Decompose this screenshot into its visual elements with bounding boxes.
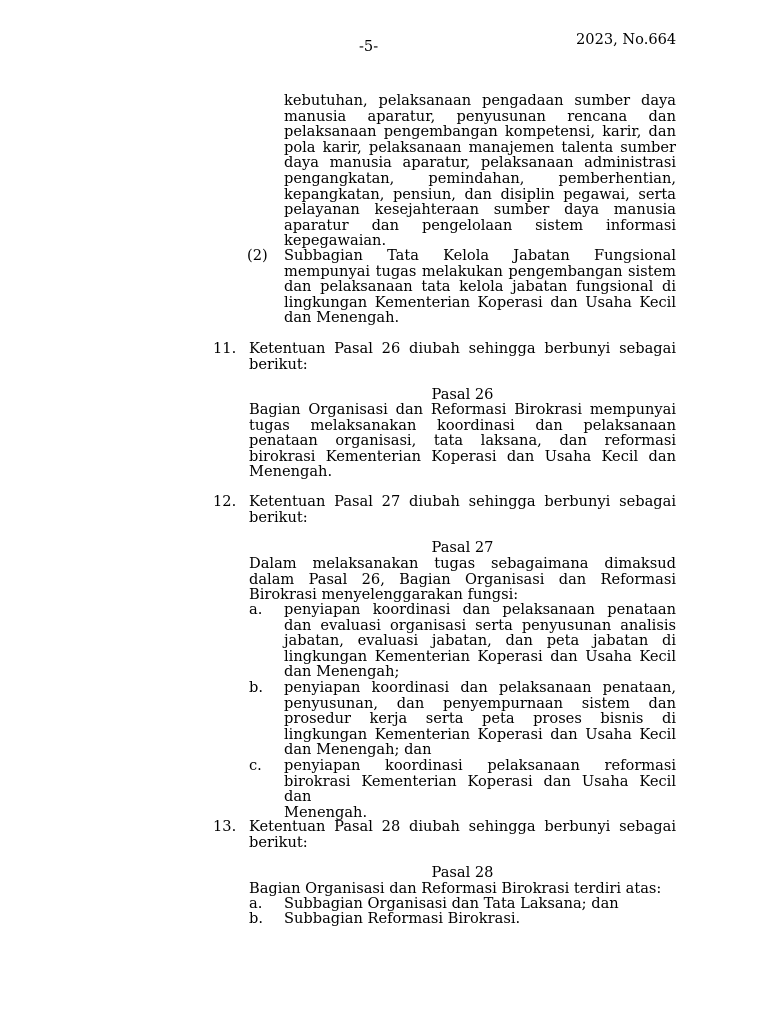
text-line: aparatur dan pengelolaan sistem informasi <box>284 216 676 234</box>
text-line: Subbagian Reformasi Birokrasi. <box>284 910 521 927</box>
text-line: berikut: <box>249 833 308 851</box>
item-13-text <box>249 819 676 850</box>
text-line: birokrasi Kementerian Koperasi dan Usaha Kecil dan <box>249 447 676 465</box>
point-c-text <box>284 758 676 820</box>
text-line: tugas melaksanakan koordinasi dan pelaksanaan <box>249 416 676 434</box>
text-line: Subbagian Tata Kelola Jabatan Fungsional <box>284 247 676 264</box>
sub-item-2-text <box>284 248 676 326</box>
text-line: Birokrasi menyelenggarakan fungsi: <box>249 586 519 604</box>
pasal-27-body <box>249 556 676 603</box>
point-b-text <box>284 911 676 927</box>
pasal-title: Pasal 27 <box>431 539 494 556</box>
document-reference: 2023, No.664 <box>576 31 677 48</box>
point-marker: b. <box>249 910 263 927</box>
text-line: kepangkatan, pensiun, dan disiplin pegawai, serta <box>284 185 676 203</box>
text-line: penyiapan koordinasi pelaksanaan reformasi <box>284 757 676 774</box>
item-12-text <box>249 494 676 525</box>
text-line: penataan organisasi, tata laksana, dan reformasi <box>249 432 676 450</box>
text-line: Ketentuan Pasal 28 diubah sehingga berbunyi sebagai <box>249 818 676 835</box>
text-line: pelaksanaan pengembangan kompetensi, karir, dan <box>284 123 676 141</box>
text-line: daya manusia aparatur, pelaksanaan administrasi <box>284 154 676 172</box>
item-number: 13. <box>213 818 237 835</box>
text-line: Dalam melaksanakan tugas sebagaimana dimaksud <box>249 555 676 572</box>
text-line: manusia aparatur, penyusunan rencana dan <box>284 107 676 125</box>
pasal-26-body <box>249 402 676 480</box>
text-line: pengangkatan, pemindahan, pemberhentian, <box>284 169 676 187</box>
text-line: Subbagian Organisasi dan Tata Laksana; dan <box>284 895 619 912</box>
text-line: kepegawaian. <box>284 232 387 250</box>
text-line: dan Menengah; dan <box>284 741 432 759</box>
text-line: Bagian Organisasi dan Reformasi Birokrasi terdiri atas: <box>249 880 662 897</box>
text-line: Menengah. <box>284 803 368 821</box>
point-marker: c. <box>249 757 262 774</box>
pasal-title: Pasal 28 <box>431 864 494 881</box>
text-line: pelayanan kesejahteraan sumber daya manusia <box>284 201 676 219</box>
text-line: berikut: <box>249 355 308 373</box>
text-line: lingkungan Kementerian Koperasi dan Usaha Kecil <box>284 293 676 311</box>
text-line: pola karir, pelaksanaan manajemen talenta sumber <box>284 138 676 156</box>
point-marker: a. <box>249 895 263 912</box>
text-line: dalam Pasal 26, Bagian Organisasi dan Reformasi <box>249 570 676 588</box>
item-number: 11. <box>213 340 237 357</box>
point-b-text <box>284 680 676 758</box>
text-line: jabatan, evaluasi jabatan, dan peta jabatan di <box>284 632 676 650</box>
sub-item-marker: (2) <box>247 247 268 264</box>
text-line: dan evaluasi organisasi serta penyusunan analisis <box>284 616 676 634</box>
text-line: penyusunan, dan penyempurnaan sistem dan <box>284 694 676 712</box>
text-line: Ketentuan Pasal 26 diubah sehingga berbunyi sebagai <box>249 340 676 357</box>
text-line: birokrasi Kementerian Koperasi dan Usaha Kecil dan <box>284 772 676 806</box>
point-marker: a. <box>249 601 263 618</box>
text-line: Menengah. <box>249 463 333 481</box>
text-line: Ketentuan Pasal 27 diubah sehingga berbunyi sebagai <box>249 493 676 510</box>
item-11-text <box>249 341 676 372</box>
point-a-text <box>284 602 676 680</box>
text-line: penyiapan koordinasi dan pelaksanaan penataan, <box>284 679 676 696</box>
continuation-paragraph <box>284 93 676 249</box>
text-line: Bagian Organisasi dan Reformasi Birokrasi mempunyai <box>249 401 676 418</box>
text-line: penyiapan koordinasi dan pelaksanaan penataan <box>284 601 676 618</box>
text-line: lingkungan Kementerian Koperasi dan Usaha Kecil <box>284 725 676 743</box>
text-line: berikut: <box>249 508 308 526</box>
page-number: -5- <box>359 38 379 55</box>
text-line: dan Menengah; <box>284 663 400 681</box>
text-line: prosedur kerja serta peta proses bisnis di <box>284 710 676 728</box>
text-line: dan Menengah. <box>284 309 400 327</box>
text-line: lingkungan Kementerian Koperasi dan Usaha Kecil <box>284 647 676 665</box>
text-line: dan pelaksanaan tata kelola jabatan fungsional di <box>284 278 676 296</box>
text-line: kebutuhan, pelaksanaan pengadaan sumber daya <box>284 92 676 109</box>
point-marker: b. <box>249 679 263 696</box>
text-line: mempunyai tugas melakukan pengembangan sistem <box>284 262 676 280</box>
item-number: 12. <box>213 493 237 510</box>
pasal-title: Pasal 26 <box>431 386 494 403</box>
